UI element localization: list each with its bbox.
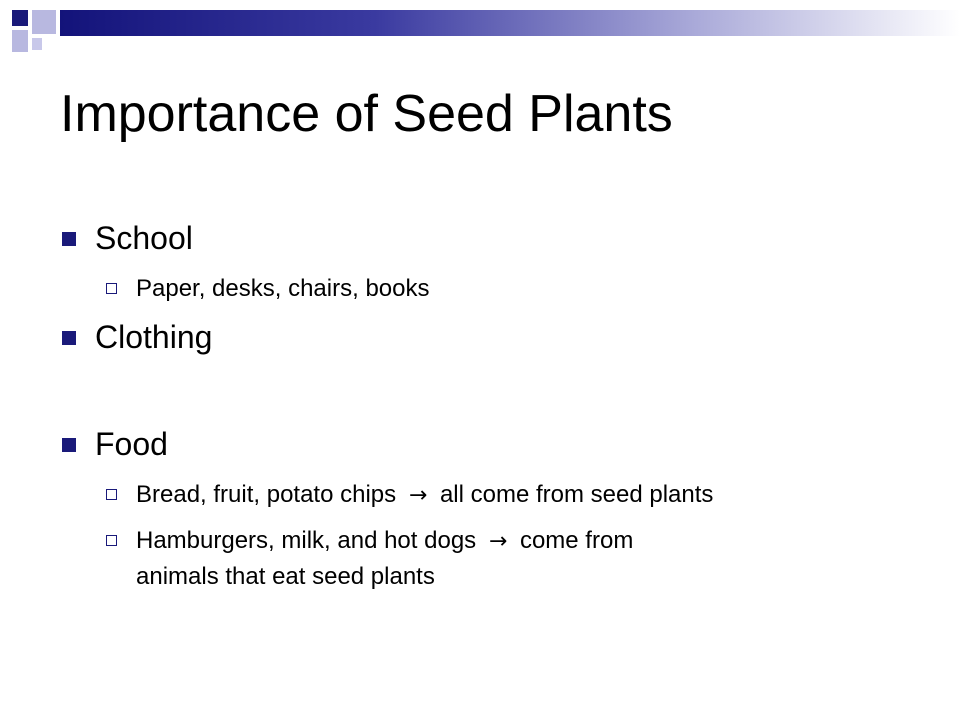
food-line2-end: come from [519,527,634,554]
sub-bullet-food-2-continued: animals that eat seed plants [136,563,435,590]
sub-bullet-food-2 [136,527,633,556]
bullet-square [62,331,76,345]
sub-bullet-box [106,283,117,294]
food-line2-start: Hamburgers, milk, and hot dogs [136,527,477,554]
bullet-square [62,438,76,452]
header-gradient-bar [60,10,960,36]
bullet-school: School [95,220,193,256]
sub-bullet-box [106,535,117,546]
corner-square-dark [12,10,28,26]
sub-bullet-food-1 [136,481,713,510]
sub-bullet-box [106,489,117,500]
right-arrow-icon: → [488,529,508,554]
corner-square-light-3 [32,38,42,50]
corner-square-light-1 [32,10,56,34]
bullet-food: Food [95,426,168,462]
food-line1-end: all come from seed plants [439,481,714,508]
bullet-clothing: Clothing [95,319,213,355]
sub-bullet-school-items: Paper, desks, chairs, books [136,275,430,302]
bullet-square [62,232,76,246]
corner-square-light-2 [12,30,28,52]
slide-title: Importance of Seed Plants [60,85,673,143]
food-line1-start: Bread, fruit, potato chips [136,481,397,508]
right-arrow-icon: → [408,483,428,508]
